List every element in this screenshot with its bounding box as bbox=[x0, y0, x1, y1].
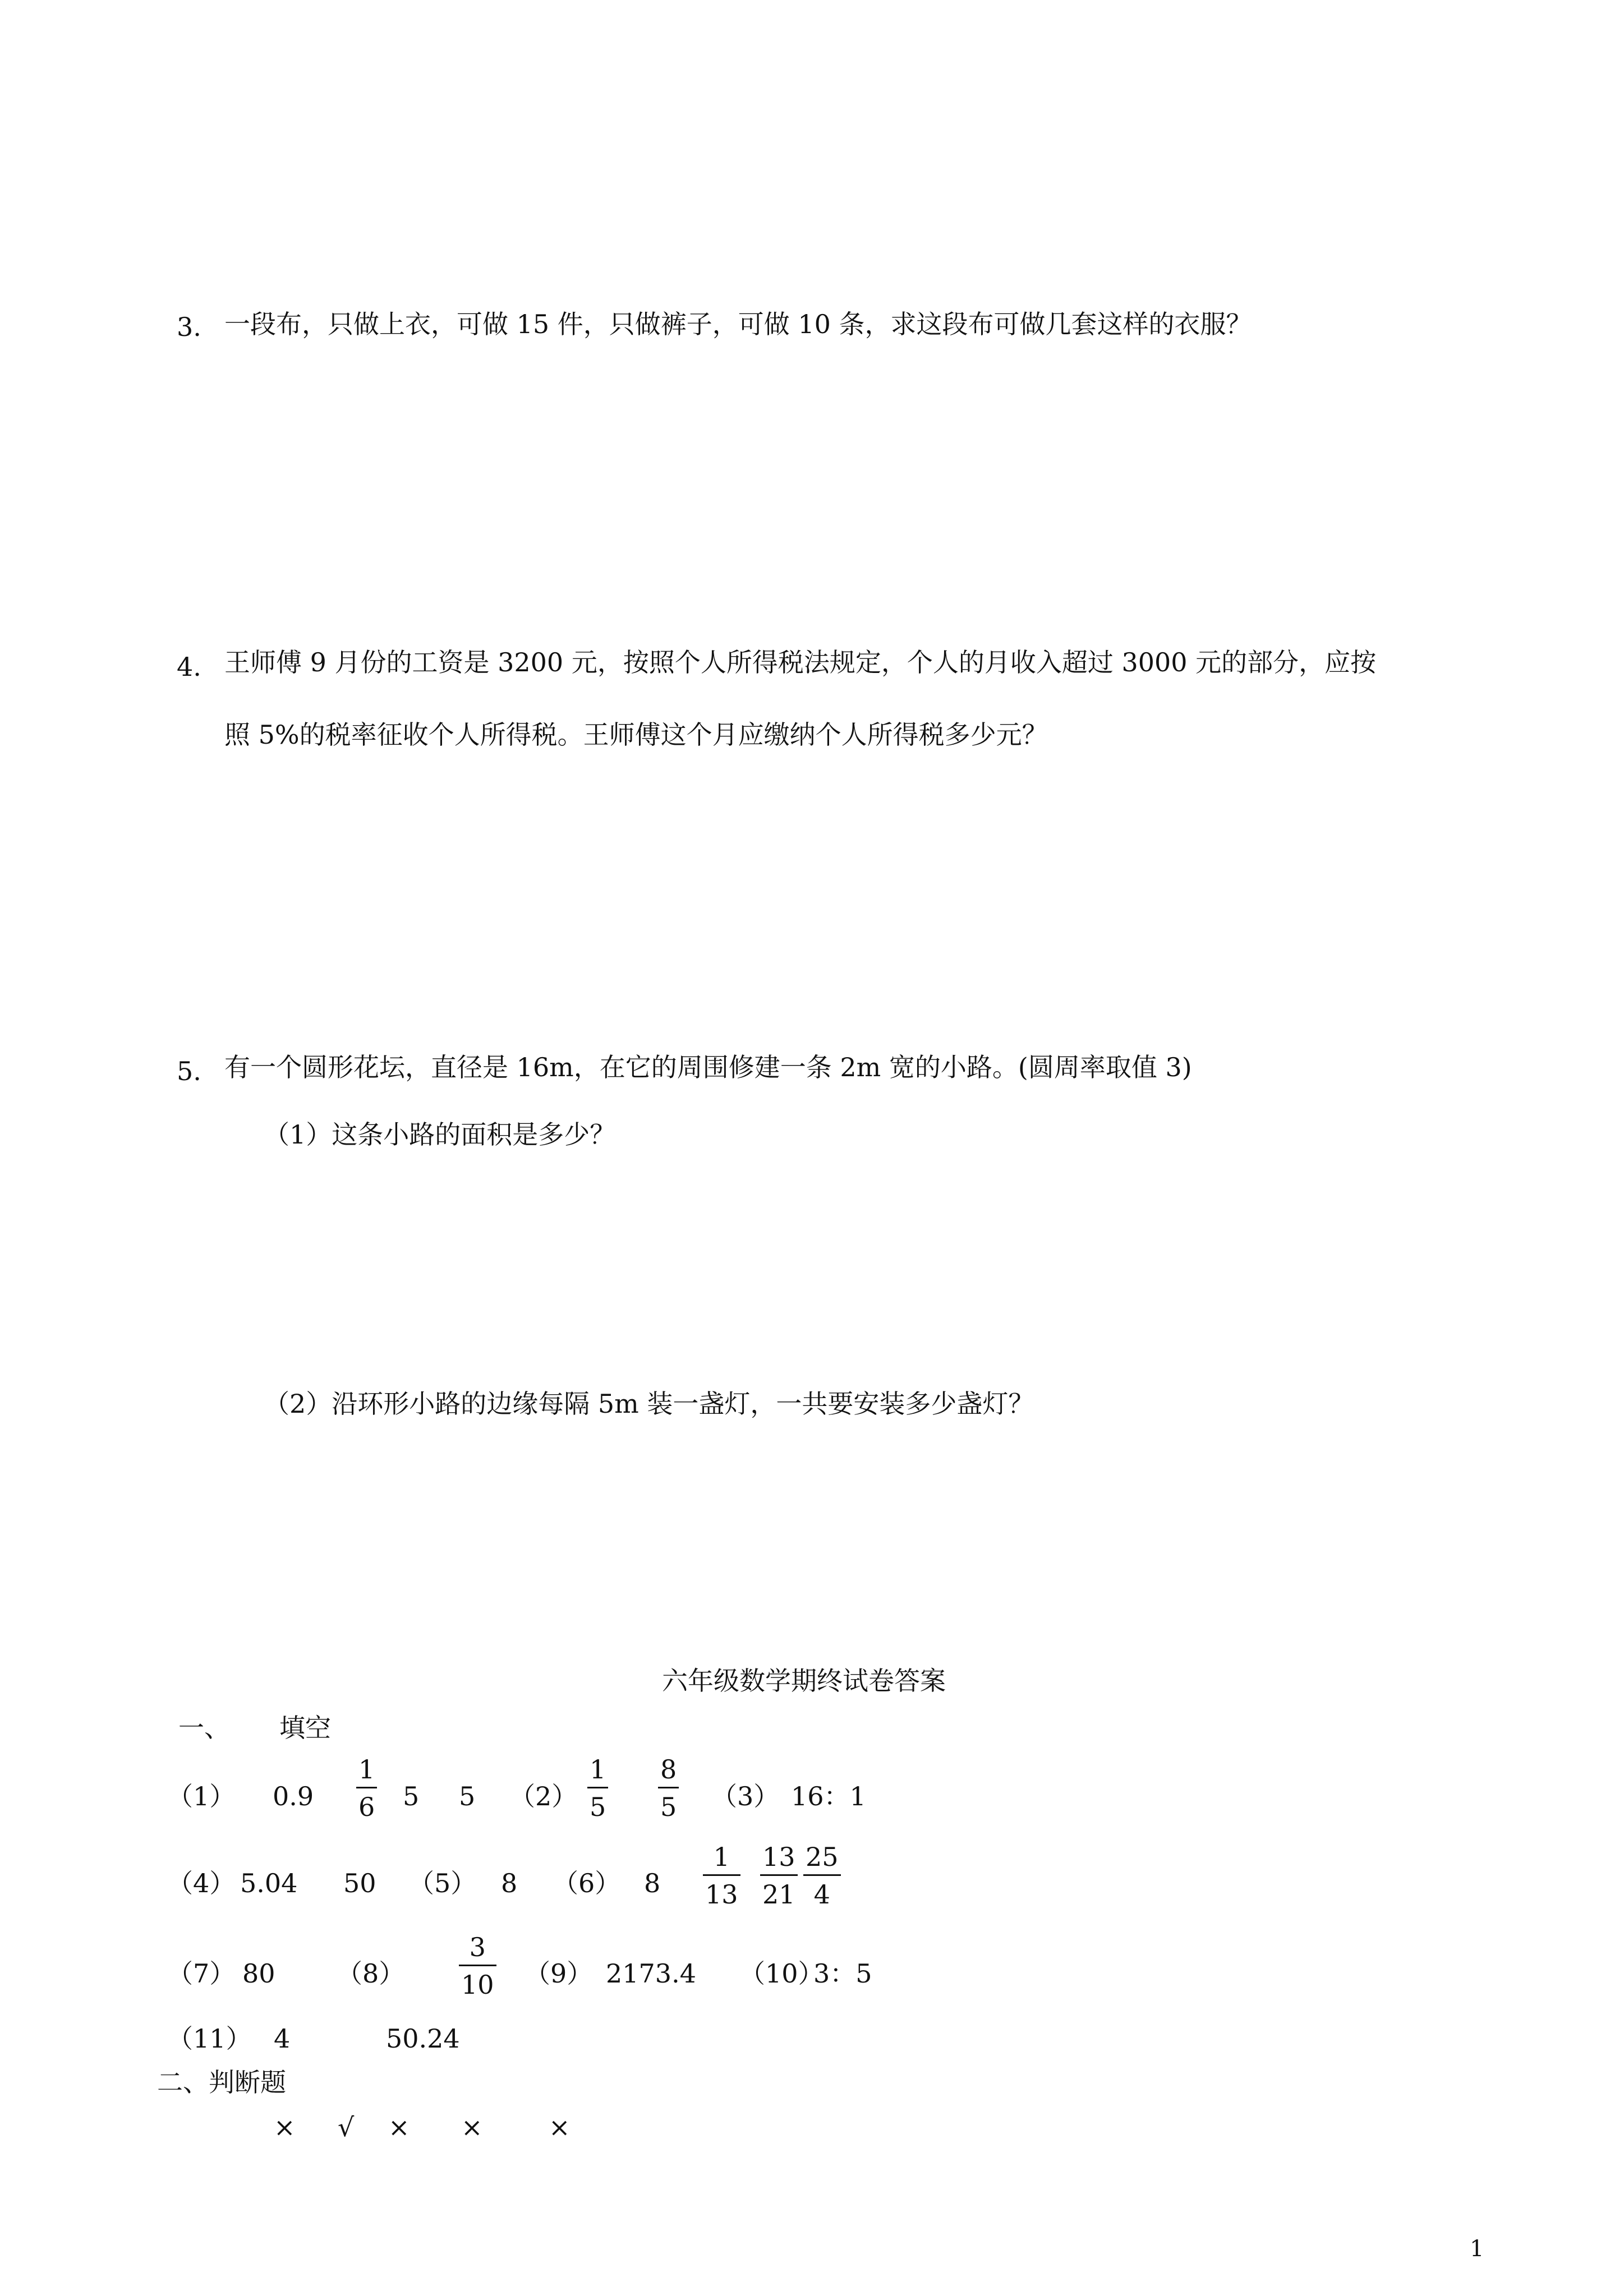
fraction-numerator: 1 bbox=[590, 1754, 606, 1785]
question-5-text: 有一个圆形花坛，直径是 16m，在它的周围修建一条 2m 宽的小路。(圆周率取值 3) bbox=[224, 1052, 1192, 1082]
section-1-label: 一、 bbox=[178, 1713, 230, 1743]
question-5-number: 5. bbox=[177, 1056, 201, 1086]
fraction-numerator: 25 bbox=[806, 1842, 839, 1872]
judgment-mark: × bbox=[388, 2112, 410, 2142]
question-4-line-1: 王师傅 9 月份的工资是 3200 元，按照个人所得税法规定，个人的月收入超过 3000 元的部分，应按 bbox=[224, 647, 1377, 677]
fraction-denominator: 13 bbox=[705, 1879, 738, 1910]
answer-label-1: （1） bbox=[167, 1781, 236, 1811]
judgment-mark: × bbox=[549, 2112, 571, 2142]
answers-title: 六年级数学期终试卷答案 bbox=[662, 1666, 946, 1696]
judgment-mark: × bbox=[274, 2112, 296, 2142]
answer-fraction bbox=[658, 1756, 679, 1820]
fraction-denominator: 5 bbox=[590, 1792, 606, 1822]
judgment-mark: √ bbox=[338, 2112, 355, 2142]
fraction-numerator: 1 bbox=[358, 1754, 375, 1785]
answer-label-3: （3） bbox=[711, 1781, 780, 1811]
answer-fraction bbox=[703, 1842, 740, 1910]
answer-value: 5.04 bbox=[240, 1868, 298, 1898]
fraction-denominator: 4 bbox=[813, 1879, 830, 1910]
answer-value: 2173.4 bbox=[606, 1958, 696, 1989]
answer-label-10: （10） bbox=[739, 1958, 824, 1989]
fraction-denominator: 21 bbox=[762, 1879, 795, 1910]
page-number: 1 bbox=[1470, 2236, 1484, 2262]
answer-label-7: （7） bbox=[167, 1958, 236, 1989]
answer-fraction bbox=[803, 1842, 841, 1910]
answer-value: 8 bbox=[644, 1868, 661, 1898]
question-3-number: 3. bbox=[177, 312, 201, 342]
fraction-numerator: 8 bbox=[660, 1754, 677, 1785]
question-5-sub-1: （1）这条小路的面积是多少？ bbox=[264, 1119, 616, 1150]
answer-fraction bbox=[587, 1756, 608, 1820]
answer-fraction bbox=[459, 1934, 496, 1998]
question-3-text: 一段布，只做上衣，可做 15 件，只做裤子，可做 10 条，求这段布可做几套这样的衣服？ bbox=[224, 309, 1252, 339]
answer-label-11: （11） bbox=[167, 2023, 252, 2054]
answer-label-5: （5） bbox=[408, 1868, 477, 1898]
answer-value: 5 bbox=[403, 1781, 420, 1811]
question-4-line-2: 照 5%的税率征收个人所得税。王师傅这个月应缴纳个人所得税多少元？ bbox=[224, 720, 1048, 750]
answer-label-2: （2） bbox=[509, 1781, 578, 1811]
answer-label-4: （4） bbox=[167, 1868, 236, 1898]
answer-value: 50.24 bbox=[386, 2023, 460, 2054]
fraction-denominator: 5 bbox=[660, 1792, 677, 1822]
answer-value: 80 bbox=[242, 1958, 275, 1989]
question-4-number: 4. bbox=[177, 652, 201, 682]
answer-label-9: （9） bbox=[525, 1958, 593, 1989]
answer-label-6: （6） bbox=[553, 1868, 621, 1898]
answer-value: 16：1 bbox=[791, 1781, 866, 1811]
fraction-denominator: 6 bbox=[358, 1792, 375, 1822]
answer-fraction bbox=[356, 1756, 377, 1820]
section-1-title: 填空 bbox=[279, 1713, 331, 1743]
answer-fraction bbox=[760, 1842, 798, 1910]
answer-value: 3：5 bbox=[813, 1958, 872, 1989]
judgment-mark: × bbox=[461, 2112, 483, 2142]
answer-value: 50 bbox=[343, 1868, 376, 1898]
answer-value: 4 bbox=[274, 2023, 291, 2054]
fraction-numerator: 13 bbox=[762, 1842, 795, 1872]
fraction-numerator: 1 bbox=[713, 1842, 730, 1872]
answer-label-8: （8） bbox=[337, 1958, 405, 1989]
section-2-title: 二、判断题 bbox=[157, 2067, 286, 2097]
question-5-sub-2: （2）沿环形小路的边缘每隔 5m 装一盏灯，一共要安装多少盏灯？ bbox=[264, 1389, 1034, 1419]
fraction-numerator: 3 bbox=[469, 1932, 486, 1962]
answer-value: 0.9 bbox=[273, 1781, 314, 1811]
fraction-denominator: 10 bbox=[461, 1970, 494, 2000]
answer-value: 8 bbox=[501, 1868, 518, 1898]
answer-value: 5 bbox=[459, 1781, 476, 1811]
